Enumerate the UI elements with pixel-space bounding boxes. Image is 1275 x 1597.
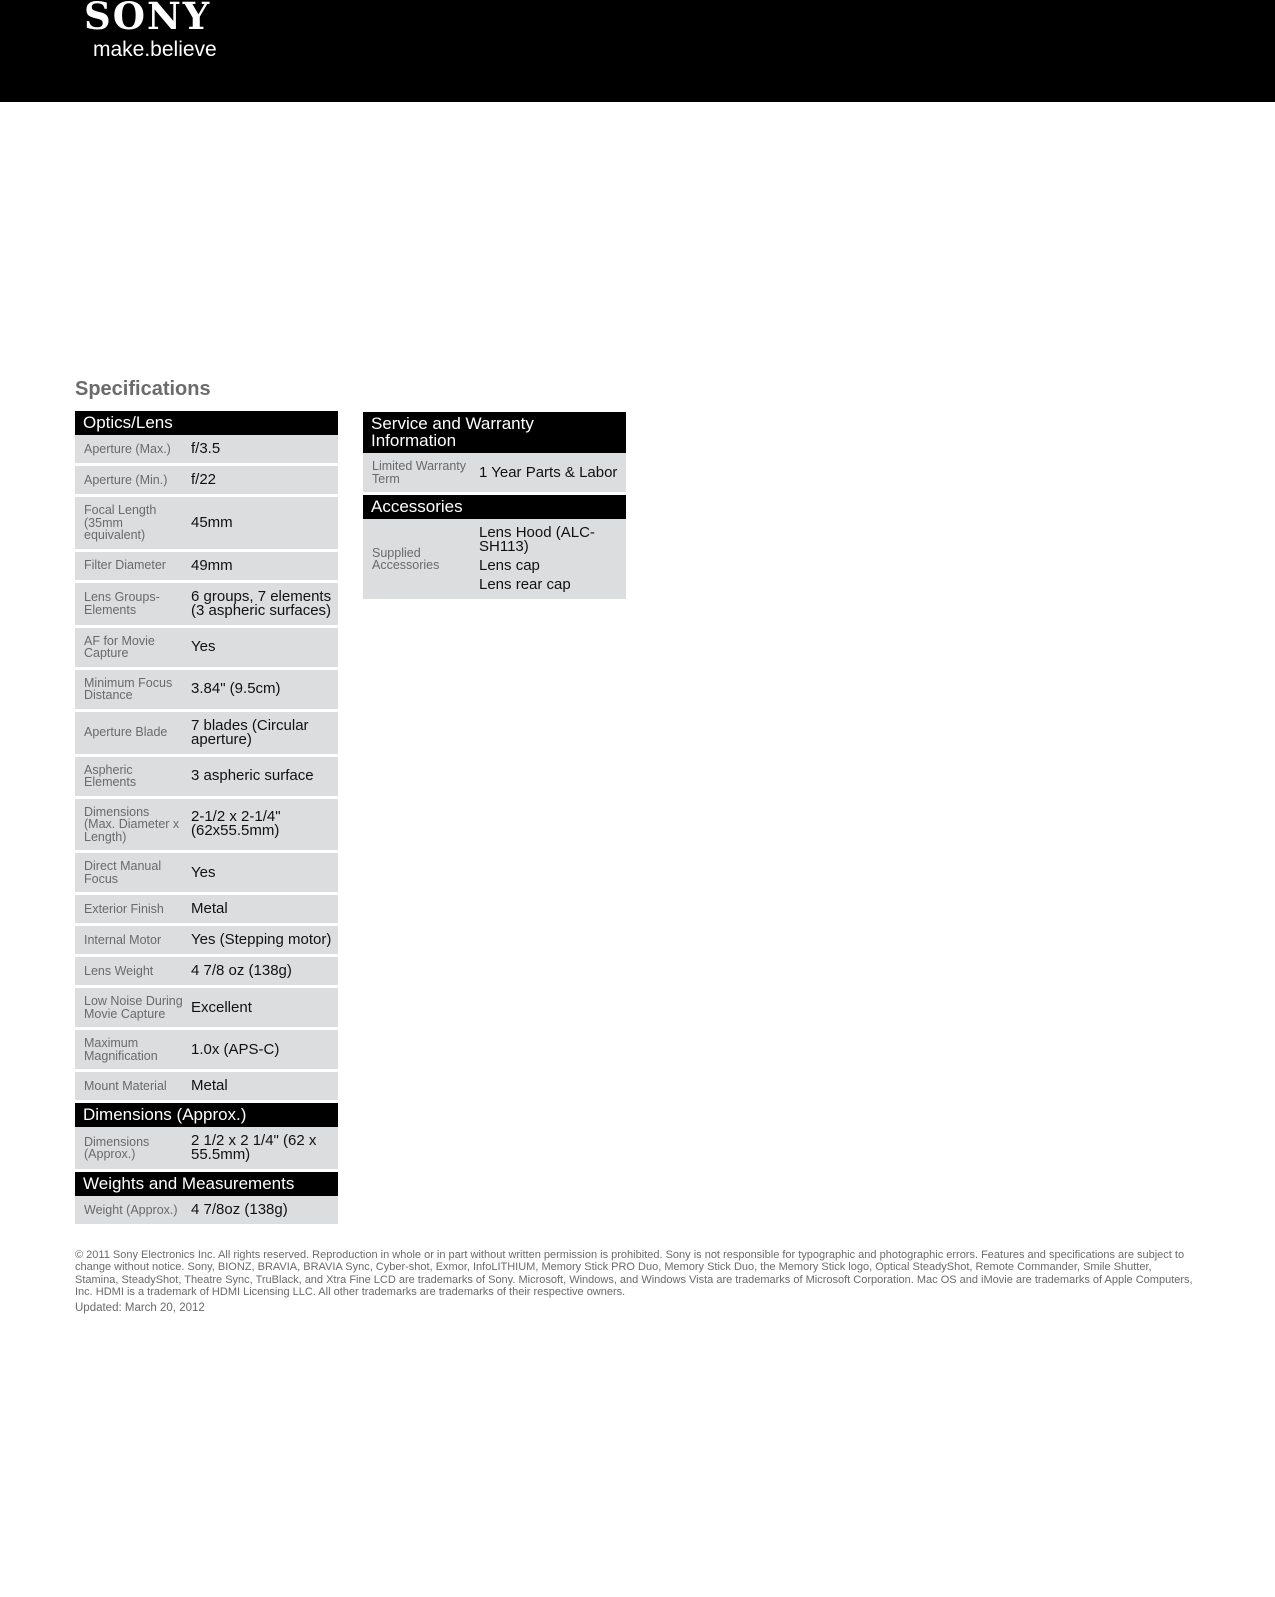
section-header xyxy=(75,411,338,435)
spec-value-line: 2-1/2 x 2-1/4" (62x55.5mm) xyxy=(191,808,281,840)
spec-value xyxy=(187,926,338,957)
spec-value-line: Yes (Stepping motor) xyxy=(191,931,332,948)
spec-label: Internal Motor xyxy=(75,926,187,957)
spec-label: Maximum Magnification xyxy=(75,1030,187,1072)
spec-row xyxy=(75,670,338,712)
spec-label: Lens Weight xyxy=(75,957,187,988)
spec-value-line: Metal xyxy=(191,1077,228,1094)
spec-value-line: Metal xyxy=(191,900,228,917)
spec-value xyxy=(187,895,338,926)
section-header xyxy=(363,495,626,519)
spec-value xyxy=(187,670,338,712)
spec-value-line: Lens rear cap xyxy=(479,576,571,593)
spec-value xyxy=(187,1196,338,1224)
spec-label: Supplied Accessories xyxy=(363,519,475,599)
spec-value-line: 45mm xyxy=(191,513,233,531)
spec-value-line: Yes xyxy=(191,863,216,881)
sony-logo: SONY xyxy=(84,0,212,38)
spec-label: Exterior Finish xyxy=(75,895,187,926)
spec-row xyxy=(75,552,338,583)
spec-value xyxy=(475,453,626,495)
spec-label: Minimum Focus Distance xyxy=(75,670,187,712)
spec-value-line: f/22 xyxy=(191,471,217,488)
spec-row xyxy=(75,799,338,854)
spec-label: Dimensions (Max. Diameter x Length) xyxy=(75,799,187,854)
spec-label: Dimensions (Approx.) xyxy=(75,1127,187,1172)
specifications-table-right xyxy=(363,412,626,599)
spec-value-line: 4 7/8oz (138g) xyxy=(191,1201,288,1218)
spec-value-line: Lens cap xyxy=(479,557,540,574)
spec-value xyxy=(187,435,338,466)
spec-row xyxy=(75,926,338,957)
spec-label: Filter Diameter xyxy=(75,552,187,583)
spec-value-line: 1 Year Parts & Labor xyxy=(479,463,618,481)
spec-row xyxy=(75,1196,338,1224)
section-header xyxy=(75,1172,338,1196)
spec-value-line: Yes xyxy=(191,638,216,655)
spec-value xyxy=(187,1072,338,1103)
spec-value-line: 3 aspheric surface xyxy=(191,767,314,784)
spec-label: Mount Material xyxy=(75,1072,187,1103)
spec-value-line: f/3.5 xyxy=(191,440,221,457)
spec-value xyxy=(187,1030,338,1072)
spec-value xyxy=(187,988,338,1030)
legal-notice: © 2011 Sony Electronics Inc. All rights reserved. Reproduction in whole or in part without written permission is prohibited. Sony is not responsible for typographic and photographic errors. Features and specifications are subject to change without notice. Sony, BIONZ, BRAVIA, BRAVIA Sync, Cyber-shot, Exmor, InfoLITHIUM, Memory Stick PRO Duo, Memory Stick Duo, the Memory Stick logo, Optical SteadyShot, Remote Commander, Smile Shutter, Stamina, SteadyShot, Theatre Sync, TruBlack, and Xtra Fine LCD are trademarks of Sony. Microsoft, Windows, and Windows Vista are trademarks of Microsoft Corporation. Mac OS and iMovie are trademarks of Apple Computers, Inc. HDMI is a trademark of HDMI Licensing LLC. All other trademarks are trademarks of their respective owners. xyxy=(75,1249,1193,1298)
spec-label: Aspheric Elements xyxy=(75,757,187,799)
spec-row xyxy=(75,895,338,926)
spec-label: AF for Movie Capture xyxy=(75,628,187,670)
section-title: Accessories xyxy=(363,495,626,519)
updated-date: Updated: March 20, 2012 xyxy=(75,1302,205,1314)
spec-row xyxy=(75,497,338,552)
spec-row xyxy=(75,988,338,1030)
spec-row xyxy=(75,1127,338,1172)
spec-label: Lens Groups-Elements xyxy=(75,583,187,628)
spec-value xyxy=(187,497,338,552)
section-title: Optics/Lens xyxy=(75,411,338,435)
spec-value xyxy=(187,712,338,757)
section-title: Dimensions (Approx.) xyxy=(75,1103,338,1127)
spec-label: Limited Warranty Term xyxy=(363,453,475,495)
spec-value xyxy=(187,799,338,854)
spec-row xyxy=(75,628,338,670)
specifications-table-left xyxy=(75,411,338,1224)
spec-value xyxy=(475,519,626,599)
section-header xyxy=(363,412,626,453)
spec-label: Direct Manual Focus xyxy=(75,853,187,895)
spec-row xyxy=(75,435,338,466)
spec-value-line: 1.0x (APS-C) xyxy=(191,1040,280,1058)
brand-tagline: make.believe xyxy=(93,38,217,61)
specifications-title: Specifications xyxy=(75,378,211,400)
spec-row xyxy=(75,466,338,497)
section-header xyxy=(75,1103,338,1127)
spec-value xyxy=(187,628,338,670)
spec-value-line: 3.84" (9.5cm) xyxy=(191,680,281,697)
section-title: Service and Warranty Information xyxy=(363,412,626,453)
spec-label: Aperture Blade xyxy=(75,712,187,757)
spec-row xyxy=(75,712,338,757)
spec-label: Low Noise During Movie Capture xyxy=(75,988,187,1030)
page-header xyxy=(0,0,1275,102)
spec-label: Focal Length (35mm equivalent) xyxy=(75,497,187,552)
spec-value-line: 6 groups, 7 elements (3 aspheric surfaces) xyxy=(191,587,332,619)
spec-value-line: 7 blades (Circular aperture) xyxy=(191,716,309,748)
spec-label: Aperture (Min.) xyxy=(75,466,187,497)
spec-value xyxy=(187,757,338,799)
spec-row xyxy=(75,853,338,895)
spec-value-line: 4 7/8 oz (138g) xyxy=(191,962,292,979)
spec-label: Aperture (Max.) xyxy=(75,435,187,466)
spec-value-line: 49mm xyxy=(191,556,233,574)
spec-row xyxy=(75,583,338,628)
spec-row xyxy=(75,757,338,799)
spec-row xyxy=(75,1030,338,1072)
spec-row xyxy=(363,453,626,495)
spec-row xyxy=(75,957,338,988)
spec-value-line: Excellent xyxy=(191,998,252,1016)
section-title: Weights and Measurements xyxy=(75,1172,338,1196)
spec-value xyxy=(187,583,338,628)
spec-value xyxy=(187,552,338,583)
spec-row xyxy=(363,519,626,599)
spec-value xyxy=(187,466,338,497)
spec-value-line: Lens Hood (ALC-SH113) xyxy=(479,524,595,555)
spec-value-line: 2 1/2 x 2 1/4" (62 x 55.5mm) xyxy=(191,1132,317,1163)
spec-row xyxy=(75,1072,338,1103)
spec-value xyxy=(187,957,338,988)
spec-value xyxy=(187,1127,338,1172)
spec-value xyxy=(187,853,338,895)
spec-label: Weight (Approx.) xyxy=(75,1196,187,1224)
